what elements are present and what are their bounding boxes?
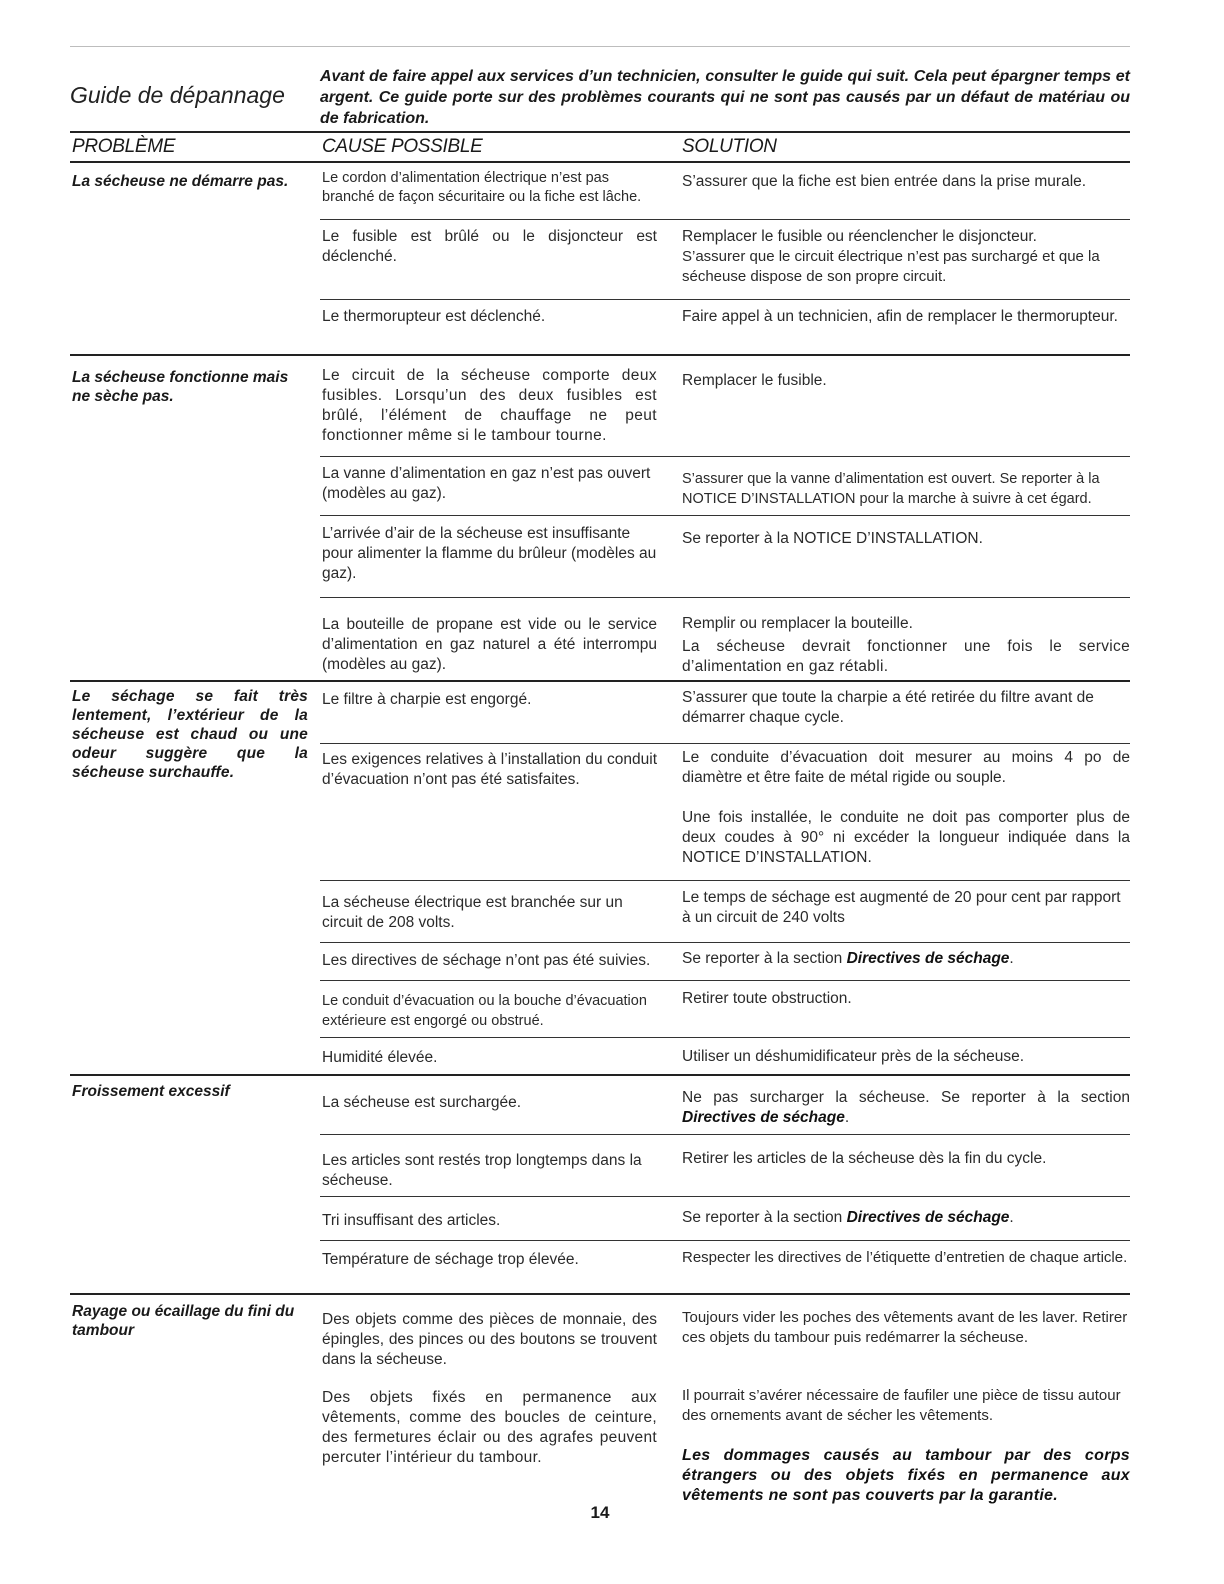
row-divider (320, 942, 1130, 943)
row-divider (320, 1037, 1130, 1038)
row-divider (320, 456, 1130, 457)
cause-text: L’arrivée d’air de la sécheuse est insuffisante pour alimenter la flamme du brûleur (modèles au gaz). (322, 525, 657, 582)
solution-text-prefix: Se reporter à la section (682, 950, 847, 967)
solution-text-prefix: Ne pas surcharger la sécheuse. Se reporter à la section (682, 1089, 1130, 1106)
solution-text (682, 949, 1130, 969)
solution-text: Il pourrait s’avérer nécessaire de faufiler une pièce de tissu autour des ornements avant de sécher les vêtements. (682, 1387, 1121, 1424)
problem-label: Rayage ou écaillage du fini du tambour (72, 1303, 295, 1339)
row-divider (320, 743, 1130, 744)
cause-text: Les articles sont restés trop longtemps dans la sécheuse. (322, 1152, 642, 1189)
section-divider (70, 1293, 1130, 1295)
solution-text (682, 1208, 1130, 1228)
solution-text: Une fois installée, le conduite ne doit pas comporter plus de deux coudes à 90° ni excéder la longueur indiquée dans la NOTICE D’INSTALLATION. (682, 809, 1130, 866)
cause-text: Le filtre à charpie est engorgé. (322, 691, 532, 708)
cause-text: La vanne d’alimentation en gaz n’est pas ouvert (modèles au gaz). (322, 465, 651, 502)
row-divider (320, 219, 1130, 220)
cause-text: Les directives de séchage n’ont pas été suivies. (322, 952, 651, 969)
page-title: Guide de dépannage (70, 82, 285, 108)
cause-text: Tri insuffisant des articles. (322, 1212, 501, 1229)
page-number: 14 (590, 1503, 610, 1522)
column-header-solution: SOLUTION (682, 136, 777, 157)
row-divider (320, 1240, 1130, 1241)
problem-label: Le séchage se fait très lentement, l’extérieur de la sécheuse est chaud ou une odeur suggère que la sécheuse surchauffe. (72, 688, 308, 781)
solution-text: Le temps de séchage est augmenté de 20 pour cent par rapport à un circuit de 240 volts (682, 889, 1121, 926)
cause-text: Température de séchage trop élevée. (322, 1251, 579, 1268)
section-divider (70, 680, 1130, 682)
cause-text: Le conduit d’évacuation ou la bouche d’évacuation extérieure est engorgé ou obstrué. (322, 993, 647, 1029)
problem-label: La sécheuse fonctionne mais ne sèche pas. (72, 369, 289, 405)
cause-text: Le circuit de la sécheuse comporte deux fusibles. Lorsqu’un des deux fusibles est brûlé, l’élément de chauffage ne peut fonctionner même si le tambour tourne. (322, 367, 657, 444)
solution-text: S’assurer que la vanne d’alimentation est ouvert. Se reporter à la NOTICE D’INSTALLATION pour la marche à suivre à cet égard. (682, 471, 1100, 507)
section-reference: Directives de séchage (682, 1109, 845, 1126)
solution-text: La sécheuse devrait fonctionner une fois le service d’alimentation en gaz rétabli. (682, 638, 1130, 675)
solution-text-suffix: . (1009, 1209, 1014, 1226)
section-reference: Directives de séchage (846, 1209, 1010, 1226)
column-header-cause: CAUSE POSSIBLE (322, 136, 483, 157)
cause-text: La bouteille de propane est vide ou le service d’alimentation en gaz naturel a été interrompu (modèles au gaz). (322, 616, 657, 673)
manual-page (70, 0, 1130, 1584)
solution-text: Retirer les articles de la sécheuse dès la fin du cycle. (682, 1150, 1047, 1167)
cause-text: Le fusible est brûlé ou le disjoncteur est déclenché. (322, 228, 657, 265)
row-divider (320, 1196, 1130, 1197)
solution-text-suffix: . (1009, 950, 1014, 967)
cause-text: Le thermorupteur est déclenché. (322, 308, 546, 325)
solution-text: Faire appel à un technicien, afin de remplacer le thermorupteur. (682, 308, 1118, 325)
section-divider (70, 1074, 1130, 1076)
solution-text: Utiliser un déshumidificateur près de la sécheuse. (682, 1048, 1025, 1065)
cause-text: La sécheuse électrique est branchée sur un circuit de 208 volts. (322, 894, 623, 931)
row-divider (320, 299, 1130, 300)
cause-text: La sécheuse est surchargée. (322, 1094, 522, 1111)
solution-text: Se reporter à la NOTICE D’INSTALLATION. (682, 530, 983, 547)
solution-text: Remplir ou remplacer la bouteille. (682, 615, 913, 632)
section-divider (70, 354, 1130, 356)
warranty-note: Les dommages causés au tambour par des corps étrangers ou des objets fixés en permanence aux vêtements ne sont pas couverts par la garantie. (682, 1447, 1130, 1504)
solution-text-prefix: Se reporter à la section (682, 1209, 847, 1226)
problem-label: Froissement excessif (72, 1083, 230, 1100)
section-reference: Directives de séchage (846, 950, 1010, 967)
solution-text: Respecter les directives de l’étiquette d’entretien de chaque article. (682, 1249, 1128, 1266)
row-divider (320, 597, 1130, 598)
solution-text: Remplacer le fusible. (682, 372, 827, 389)
problem-label: La sécheuse ne démarre pas. (72, 173, 289, 190)
cause-text: Les exigences relatives à l’installation du conduit d’évacuation n’ont pas été satisfaites. (322, 751, 657, 788)
solution-text: Toujours vider les poches des vêtements avant de les laver. Retirer ces objets du tambour puis redémarrer la sécheuse. (682, 1309, 1128, 1346)
solution-text (682, 1088, 1130, 1128)
solution-text: Remplacer le fusible ou réenclencher le disjoncteur. (682, 228, 1037, 245)
solution-text: Le conduite d’évacuation doit mesurer au moins 4 po de diamètre et être faite de métal rigide ou souple. (682, 749, 1130, 786)
solution-text: S’assurer que la fiche est bien entrée dans la prise murale. (682, 173, 1087, 190)
row-divider (320, 880, 1130, 881)
cause-text: Des objets comme des pièces de monnaie, des épingles, des pinces ou des boutons se trouvent dans la sécheuse. (322, 1311, 657, 1368)
row-divider (320, 515, 1130, 516)
solution-text-suffix: . (844, 1109, 850, 1126)
row-divider (320, 1134, 1130, 1135)
top-rule (70, 46, 1130, 47)
solution-text: S’assurer que le circuit électrique n’est pas surchargé et que la sécheuse dispose de son propre circuit. (682, 248, 1100, 285)
intro-text: Avant de faire appel aux services d’un technicien, consulter le guide qui suit. Cela peut épargner temps et argent. Ce guide porte sur des problèmes courants qui ne sont pas causés par un défaut de matériau ou de fabrication. (320, 68, 1130, 127)
solution-text: S’assurer que toute la charpie a été retirée du filtre avant de démarrer chaque cycle. (682, 689, 1094, 726)
column-headers (70, 131, 1130, 163)
solution-text: Retirer toute obstruction. (682, 990, 852, 1007)
column-header-problem: PROBLÈME (72, 136, 176, 157)
cause-text: Humidité élevée. (322, 1049, 438, 1066)
cause-text: Des objets fixés en permanence aux vêtements, comme des boucles de ceinture, des fermetures éclair ou des agrafes peuvent percuter l’intérieur du tambour. (322, 1389, 657, 1466)
row-divider (320, 980, 1130, 981)
cause-text: Le cordon d’alimentation électrique n’est pas branché de façon sécuritaire ou la fiche est lâche. (322, 170, 642, 205)
